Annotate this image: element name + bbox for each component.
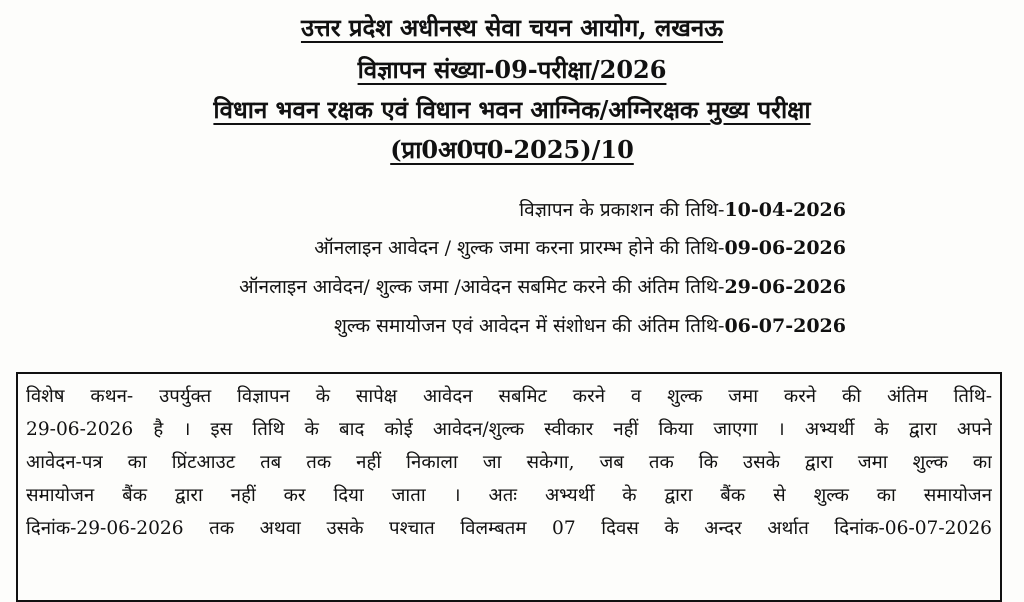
notice-line: समायोजन बैंक द्वारा नहीं कर दिया जाता । अतः अभ्यर्थी के द्वारा बैंक से शुल्क का समायोजन	[26, 485, 992, 506]
notice-line: दिनांक-29-06-2026 तक अथवा उसके पश्चात विलम्बतम 07 दिवस के अन्दर अर्थात दिनांक-06-07-2026	[26, 518, 992, 539]
exam-code: (प्रा0अ0प0-2025)/10	[390, 135, 634, 164]
organization-title: उत्तर प्रदेश अधीनस्थ सेवा चयन आयोग, लखनऊ	[300, 13, 724, 42]
date-row-application-last: ऑनलाइन आवेदन/ शुल्क जमा /आवेदन सबमिट करने की अंतिम तिथि-29-06-2026	[239, 276, 846, 298]
exam-name: विधान भवन रक्षक एवं विधान भवन आग्निक/अग्निरक्षक मुख्य परीक्षा	[213, 95, 811, 124]
special-notice-box	[16, 372, 1002, 602]
date-row-application-start: ऑनलाइन आवेदन / शुल्क जमा करना प्रारम्भ होने की तिथि-09-06-2026	[314, 237, 846, 259]
date-row-publication: विज्ञापन के प्रकाशन की तिथि-10-04-2026	[519, 199, 846, 221]
advertisement-number: विज्ञापन संख्या-09-परीक्षा/2026	[357, 55, 667, 84]
notice-line: आवेदन-पत्र का प्रिंटआउट तब तक नहीं निकाला जा सकेगा, जब तक कि उसके द्वारा जमा शुल्क का	[26, 452, 992, 473]
date-row-fee-reconciliation: शुल्क समायोजन एवं आवेदन में संशोधन की अंतिम तिथि-06-07-2026	[334, 315, 846, 337]
notice-line: विशेष कथन- उपर्युक्त विज्ञापन के सापेक्ष आवेदन सबमिट करने व शुल्क जमा करने की अंतिम तिथि-	[26, 386, 992, 407]
notice-line: 29-06-2026 है । इस तिथि के बाद कोई आवेदन/शुल्क स्वीकार नहीं किया जाएगा । अभ्यर्थी के द्वारा अपने	[26, 419, 992, 440]
